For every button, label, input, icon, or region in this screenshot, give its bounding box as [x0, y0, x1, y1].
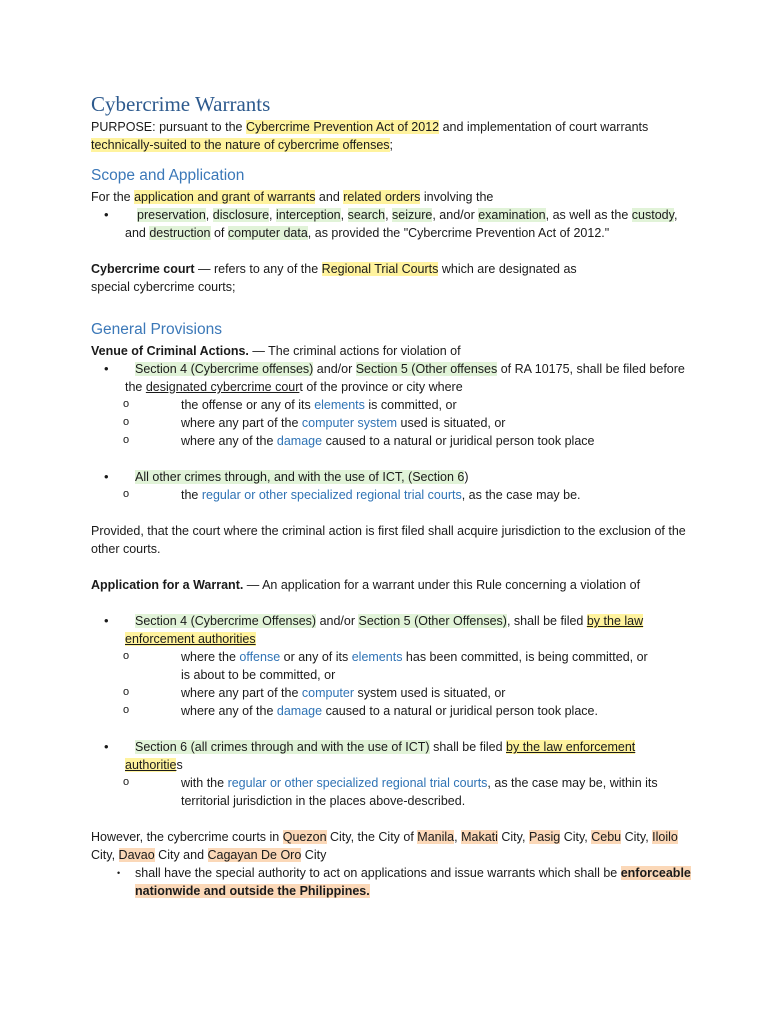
application-list	[91, 612, 691, 720]
venue-sublist	[91, 396, 691, 450]
section-heading-general: General Provisions	[91, 321, 222, 338]
list-item: • Section 4 (Cybercrime offenses) and/or Section 5 (Other offenses of RA 10175, shall be filed before the designated cybercrime court of the province or city where o the offense or any of its elements is committed, or o where any part of the computer system used is situated, or o where any of the damage caused to a natural or juridical person took place	[91, 360, 691, 450]
list-item: o where any of the damage caused to a natural or juridical person took place	[91, 432, 691, 450]
spacer	[91, 154, 691, 166]
spacer	[91, 450, 691, 468]
scope-list	[91, 206, 691, 242]
highlight-act: Cybercrime Prevention Act of 2012	[245, 120, 440, 134]
highlight-application: application and grant of warrants	[134, 190, 316, 204]
list-item: o where any part of the computer system used is situated, or	[91, 684, 645, 702]
scope-paragraph: For the application and grant of warrants and related orders involving the	[91, 190, 494, 204]
spacer	[91, 558, 691, 576]
list-item: o the offense or any of its elements is committed, or	[91, 396, 691, 414]
highlight-law-enforcement: by the law enforcement authorities	[125, 614, 644, 646]
list-item: o with the regular or other specialized regional trial courts, as the case may be, within its territorial jurisdiction in the places above-described.	[91, 774, 661, 810]
list-item: • shall have the special authority to act on applications and issue warrants which shall be enforceable nationwide and outside the Philippines.	[91, 864, 691, 900]
court-paragraph: Cybercrime court — refers to any of the Regional Trial Courts which are designated as special cybercrime courts;	[91, 262, 577, 294]
spacer	[91, 594, 691, 612]
spacer	[91, 720, 691, 738]
spacer	[91, 810, 691, 828]
highlight-law-enforcement: by the law enforcement authoritie	[125, 740, 636, 772]
list-item: • Section 6 (all crimes through and with the use of ICT) shall be filed by the law enforcement authorities o with the regular or other specialized regional trial courts, as the case may be, within its territorial jurisdiction in the places above-described.	[91, 738, 655, 810]
list-item: o the regular or other specialized regional trial courts, as the case may be.	[91, 486, 691, 504]
spacer	[91, 242, 691, 260]
spacer	[91, 504, 691, 522]
highlight-rtc: Regional Trial Courts	[321, 262, 439, 276]
venue-list	[91, 360, 691, 450]
list-item: o where any of the damage caused to a natural or juridical person took place.	[91, 702, 645, 720]
purpose-paragraph: PURPOSE: pursuant to the Cybercrime Prevention Act of 2012 and implementation of court warrants technically-suited to the nature of cybercrime offenses;	[91, 120, 649, 152]
provided-paragraph: Provided, that the court where the criminal action is first filed shall acquire jurisdiction to the exclusion of the other courts.	[91, 524, 686, 556]
list-item: • Section 4 (Cybercrime Offenses) and/or Section 5 (Other Offenses), shall be filed by the law enforcement authorities o where the offense or any of its elements has been committed, is being committed, or is about to be committed, or o where any part of the computer system used is situated, or o where any of the damage caused to a natural or juridical person took place.	[91, 612, 645, 720]
section6-list	[91, 738, 691, 810]
spacer	[91, 296, 691, 320]
list-item: o where the offense or any of its elements has been committed, is being committed, or is about to be committed, or	[91, 648, 651, 684]
list-item: • All other crimes through, and with the use of ICT, (Section 6) o the regular or other specialized regional trial courts, as the case may be.	[91, 468, 691, 504]
ict-sublist	[91, 486, 691, 504]
document-content	[91, 92, 691, 900]
application-paragraph: Application for a Warrant. — An application for a warrant under this Rule concerning a violation of	[91, 578, 641, 592]
list-item: • preservation, disclosure, interception, search, seizure, and/or examination, as well as the custody, and destruction of computer data, as provided the "Cybercrime Prevention Act of 2012."	[91, 206, 691, 242]
however-list	[91, 864, 691, 900]
page-title: Cybercrime Warrants	[91, 92, 271, 116]
highlight-related-orders: related orders	[343, 190, 421, 204]
section-heading-scope: Scope and Application	[91, 167, 245, 184]
ict-list	[91, 468, 691, 504]
list-item: o where any part of the computer system used is situated, or	[91, 414, 691, 432]
highlight-technically-suited: technically-suited to the nature of cybercrime offenses	[91, 138, 390, 152]
venue-paragraph: Venue of Criminal Actions. — The criminal actions for violation of	[91, 344, 461, 358]
however-paragraph: However, the cybercrime courts in Quezon City, the City of Manila, Makati City, Pasig City, Cebu City, Iloilo City, Davao City and Cagayan De Oro City	[91, 830, 678, 862]
application-sublist	[91, 648, 648, 720]
